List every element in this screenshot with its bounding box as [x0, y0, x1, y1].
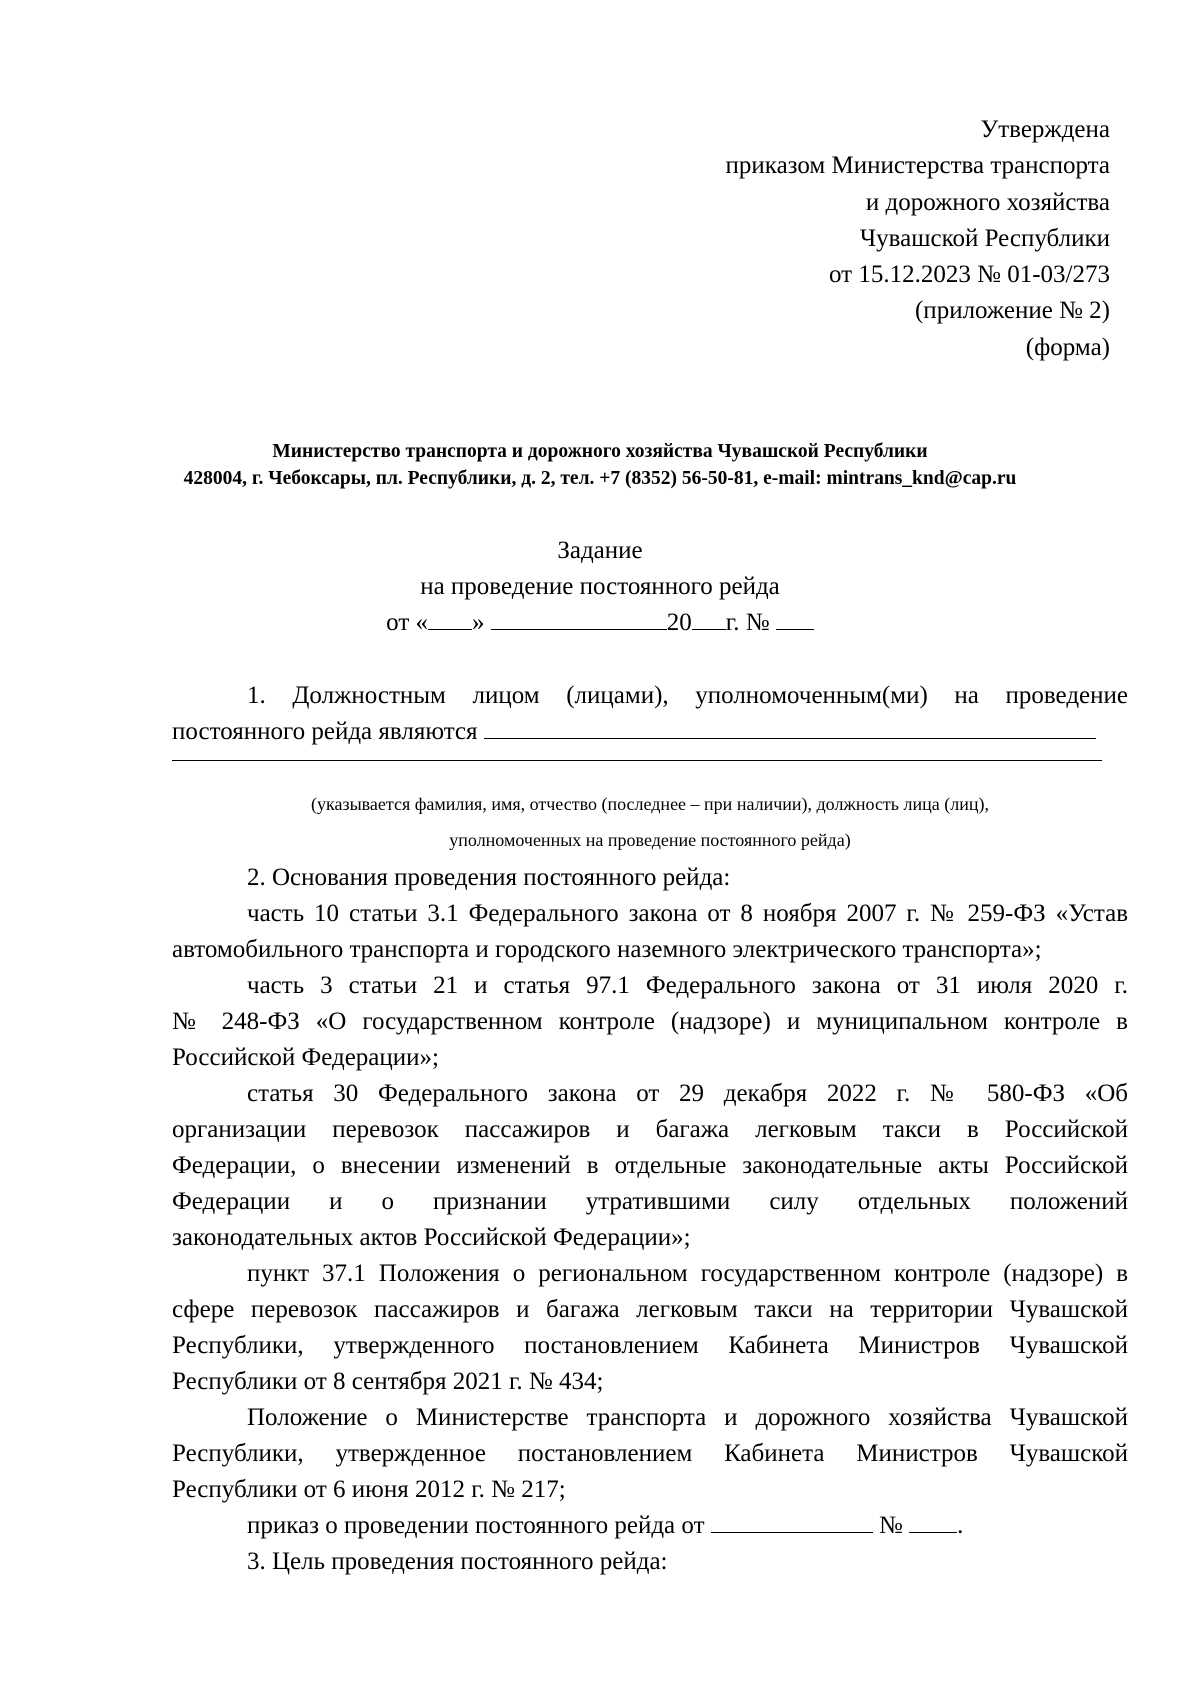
approval-line: (форма): [1025, 333, 1110, 361]
paragraph-line: Республики от 6 июня 2012 г. № 217;: [172, 1476, 566, 1503]
approval-line: от 15.12.2023 № 01-03/273: [829, 261, 1110, 289]
section1-text: постоянного рейда являются: [172, 718, 478, 745]
officials-blank: [484, 716, 1096, 739]
approval-line: приказом Министерства транспорта: [725, 152, 1110, 180]
paragraph-line: Федерации и о признании утратившими силу отдельных положений: [172, 1188, 1128, 1215]
order-end: .: [957, 1512, 964, 1539]
order-number-sign: №: [879, 1512, 903, 1539]
paragraph-line: Российской Федерации»;: [172, 1044, 439, 1071]
order-text: приказ о проведении постоянного рейда от: [247, 1512, 705, 1539]
paragraph-line: организации перевозок пассажиров и багажа легковым такси в Российской: [172, 1116, 1128, 1143]
title-line: Задание: [557, 537, 643, 564]
section-heading: 2. Основания проведения постоянного рейда:: [247, 864, 731, 891]
approval-line: Чувашской Республики: [859, 224, 1110, 252]
paragraph-line: Положение о Министерстве транспорта и дорожного хозяйства Чувашской: [247, 1404, 1128, 1431]
paragraph-line: часть 10 статьи 3.1 Федерального закона от 8 ноября 2007 г. № 259-ФЗ «Устав: [247, 900, 1128, 927]
order-number-blank: [909, 1510, 957, 1533]
date-suffix: г. №: [725, 609, 770, 636]
order-date-blank: [711, 1510, 873, 1533]
hint-text: (указывается фамилия, имя, отчество (последнее – при наличии), должность лица (лиц),: [311, 794, 989, 814]
paragraph-line: № 248-ФЗ «О государственном контроле (надзоре) и муниципальном контроле в: [172, 1008, 1128, 1035]
order-line: [172, 1508, 1128, 1544]
month-blank: [491, 607, 667, 630]
date-prefix: от «: [386, 609, 429, 636]
paragraph-line: законодательных актов Российской Федерации»;: [172, 1224, 691, 1251]
paragraph-line: часть 3 статьи 21 и статья 97.1 Федерального закона от 31 июля 2020 г.: [247, 972, 1128, 999]
organization-address: 428004, г. Чебоксары, пл. Республики, д. 2, тел. +7 (8352) 56-50-81, e-mail: mintrans_knd@cap.ru: [183, 468, 1017, 489]
paragraph-line: пункт 37.1 Положения о региональном государственном контроле (надзоре) в: [247, 1260, 1128, 1287]
approval-stamp: [726, 112, 1110, 366]
day-blank: [428, 607, 472, 630]
paragraph-line: автомобильного транспорта и городского наземного электрического транспорта»;: [172, 936, 1042, 963]
title-line: на проведение постоянного рейда: [420, 573, 780, 600]
paragraph-line: Республики, утвержденного постановлением Кабинета Министров Чувашской: [172, 1332, 1128, 1359]
section-heading: 3. Цель проведения постоянного рейда:: [247, 1548, 668, 1575]
title-date-line: [0, 605, 1200, 641]
year-blank: [692, 607, 726, 630]
paragraph-line: сфере перевозок пассажиров и багажа легковым такси на территории Чувашской: [172, 1296, 1128, 1323]
officials-blank-line: [172, 760, 1102, 761]
paragraph-line: Республики от 8 сентября 2021 г. № 434;: [172, 1368, 604, 1395]
paragraph-line: [172, 714, 1128, 750]
hint-text: уполномоченных на проведение постоянного рейда): [449, 830, 851, 850]
organization-header: [0, 438, 1200, 492]
paragraph-line: статья 30 Федерального закона от 29 декабря 2022 г. № 580-ФЗ «Об: [247, 1080, 1128, 1107]
approval-line: (приложение № 2): [914, 297, 1110, 325]
organization-name: Министерство транспорта и дорожного хозяйства Чувашской Республики: [272, 441, 928, 462]
paragraph-line: Республики, утвержденное постановлением Кабинета Министров Чувашской: [172, 1440, 1128, 1467]
paragraph-line: 1. Должностным лицом (лицами), уполномоченным(ми) на проведение: [247, 682, 1128, 709]
number-blank: [776, 607, 814, 630]
paragraph-line: Федерации, о внесении изменений в отдельные законодательные акты Российской: [172, 1152, 1128, 1179]
approval-line: и дорожного хозяйства: [865, 188, 1110, 216]
approval-line: Утверждена: [980, 116, 1110, 143]
document-title: [0, 533, 1200, 641]
date-mid: »: [472, 609, 485, 636]
date-year: 20: [666, 609, 692, 636]
